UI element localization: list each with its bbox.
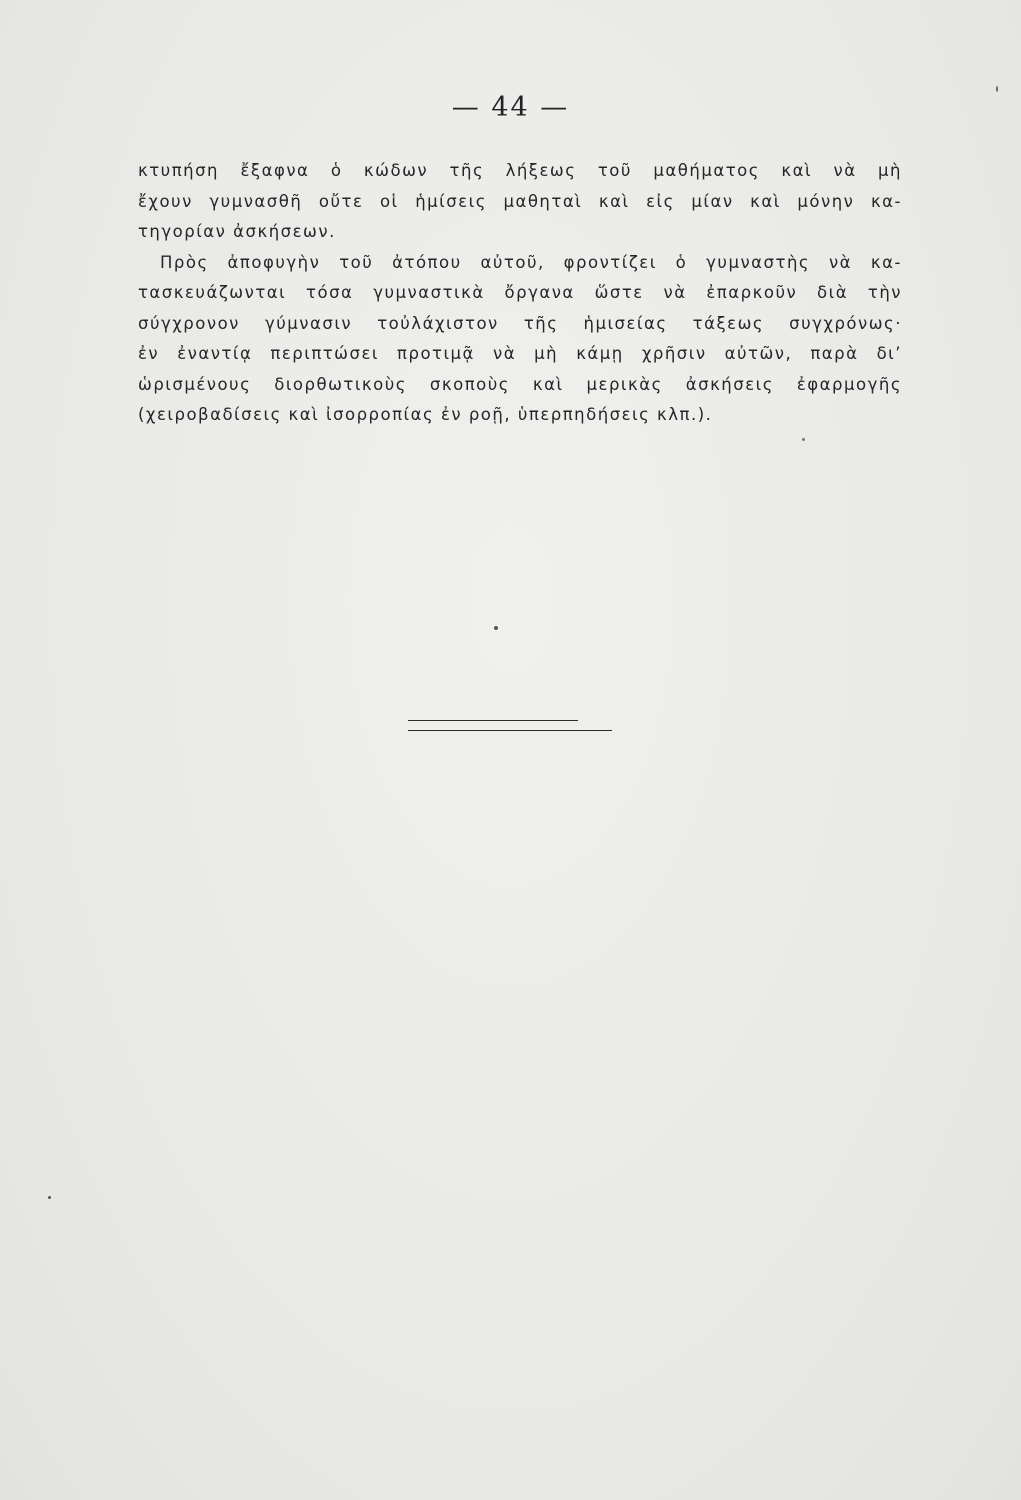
section-divider-line: [408, 730, 612, 731]
ink-speck: [996, 86, 998, 92]
text-line: ὡρισμένους διορθωτικοὺς σκοποὺς καὶ μερικὰς ἀσκήσεις ἐφαρμογῆς: [138, 374, 902, 394]
text-line: τηγορίαν ἀσκήσεων.: [138, 222, 336, 241]
page-number: — 44 —: [451, 92, 570, 123]
text-line: τασκευάζωνται τόσα γυμναστικὰ ὄργανα ὥστε νὰ ἐπαρκοῦν διὰ τὴν: [138, 283, 902, 302]
ink-speck: [802, 438, 805, 441]
text-line: (χειροβαδίσεις καὶ ἰσορροπίας ἐν ροῇ, ὑπερπηδήσεις κλπ.).: [138, 405, 713, 424]
text-line: σύγχρονον γύμνασιν τοὐλάχιστον τῆς ἡμισείας τάξεως συγχρόνως·: [138, 313, 902, 333]
text-line: ἔχουν γυμνασθῆ οὔτε οἱ ἡμίσεις μαθηταὶ καὶ εἰς μίαν καὶ μόνην κα-: [138, 191, 902, 211]
section-divider-line: [408, 720, 578, 721]
text-line: ἐν ἐναντίᾳ περιπτώσει προτιμᾷ νὰ μὴ κάμῃ χρῆσιν αὐτῶν, παρὰ δι’: [138, 344, 902, 363]
ink-speck: [48, 1196, 51, 1199]
text-line: κτυπήση ἔξαφνα ὁ κώδων τῆς λήξεως τοῦ μαθήματος καὶ νὰ μὴ: [138, 161, 902, 180]
paragraph-start-line: Πρὸς ἀποφυγὴν τοῦ ἀτόπου αὐτοῦ, φροντίζει ὁ γυμναστὴς νὰ κα-: [160, 252, 902, 272]
ink-speck: [494, 626, 498, 630]
body-text: [138, 156, 902, 431]
